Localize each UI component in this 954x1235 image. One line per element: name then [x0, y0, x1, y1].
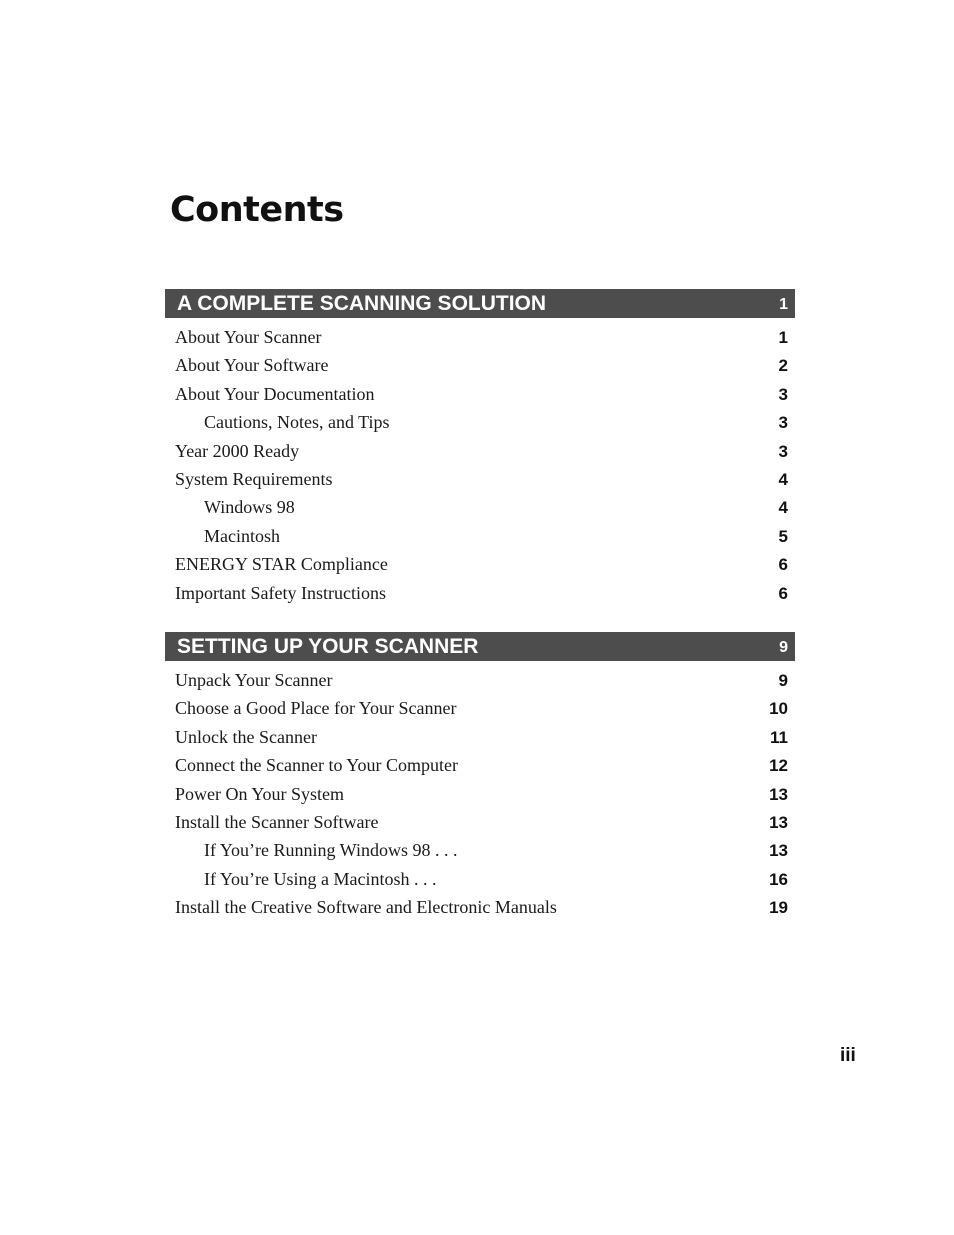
toc-entry-list	[165, 666, 795, 922]
toc-entry-page: 16	[769, 869, 788, 889]
toc-entry-page: 6	[778, 583, 788, 603]
toc-entry-label: Cautions, Notes, and Tips	[204, 412, 390, 433]
toc-entry-label: ENERGY STAR Compliance	[175, 554, 388, 575]
toc-entry-page: 3	[778, 441, 788, 461]
toc-entry[interactable]	[165, 550, 795, 578]
toc-entry-list	[165, 323, 795, 607]
toc-entry-page: 4	[778, 498, 788, 518]
toc-entry-label: Install the Scanner Software	[175, 811, 379, 832]
toc-entry-page: 4	[778, 469, 788, 489]
toc-entry-label: Macintosh	[204, 525, 280, 546]
toc-entry[interactable]	[165, 780, 795, 808]
toc-subentry[interactable]	[165, 493, 795, 521]
toc-entry-page: 1	[778, 328, 788, 347]
toc-subentry[interactable]	[165, 522, 795, 550]
toc-entry[interactable]	[165, 666, 795, 694]
toc-entry-label: Power On Your System	[175, 783, 345, 804]
toc-entry-label: About Your Documentation	[175, 383, 375, 404]
toc-entry-page: 12	[769, 756, 788, 776]
section-header[interactable]	[165, 632, 795, 661]
toc-entry-page: 11	[770, 727, 788, 747]
section-title: SETTING UP YOUR SCANNER	[177, 635, 479, 658]
toc-entry[interactable]	[165, 694, 795, 722]
toc-subentry[interactable]	[165, 836, 795, 864]
section-page-number: 1	[779, 296, 788, 313]
toc-entry[interactable]	[165, 751, 795, 779]
toc-subentry[interactable]	[165, 865, 795, 893]
toc-entry-page: 6	[778, 555, 788, 575]
toc-section-setting-up-your-scanner	[165, 632, 795, 922]
toc-entry[interactable]	[165, 579, 795, 607]
toc-entry-label: System Requirements	[175, 468, 333, 489]
page-number: iii	[840, 1045, 856, 1066]
toc-entry-label: About Your Software	[175, 355, 329, 376]
toc-entry[interactable]	[165, 465, 795, 493]
section-header[interactable]	[165, 289, 795, 318]
toc-entry-page: 10	[769, 699, 788, 719]
toc-entry[interactable]	[165, 808, 795, 836]
toc-entry-page: 9	[778, 671, 788, 690]
page-title: Contents	[170, 190, 344, 230]
toc-entry[interactable]	[165, 893, 795, 921]
toc-entry-page: 2	[778, 356, 788, 376]
toc-entry[interactable]	[165, 351, 795, 379]
section-title: A COMPLETE SCANNING SOLUTION	[177, 292, 547, 315]
toc-entry-label: Unpack Your Scanner	[175, 670, 333, 690]
toc-entry[interactable]	[165, 323, 795, 351]
toc-entry-page: 13	[769, 812, 788, 832]
toc-entry-label: If You’re Running Windows 98 . . .	[204, 840, 458, 861]
toc-entry-page: 5	[778, 526, 788, 546]
toc-entry[interactable]	[165, 437, 795, 465]
toc-entry-label: If You’re Using a Macintosh . . .	[204, 868, 437, 889]
toc-entry-label: Install the Creative Software and Electronic Manuals	[175, 897, 557, 918]
toc-entry[interactable]	[165, 380, 795, 408]
toc-entry-page: 13	[769, 784, 788, 804]
toc-entry-label: About Your Scanner	[175, 327, 322, 347]
toc-entry-label: Year 2000 Ready	[175, 440, 300, 461]
toc-entry-page: 3	[778, 413, 788, 433]
section-page-number: 9	[779, 639, 788, 656]
toc-entry-label: Windows 98	[204, 497, 295, 518]
toc-entry[interactable]	[165, 723, 795, 751]
toc-subentry[interactable]	[165, 408, 795, 436]
toc-entry-label: Choose a Good Place for Your Scanner	[175, 698, 457, 719]
toc-entry-page: 19	[769, 898, 788, 918]
toc-entry-label: Connect the Scanner to Your Computer	[175, 755, 458, 776]
toc-entry-page: 3	[778, 384, 788, 404]
toc-entry-label: Unlock the Scanner	[175, 726, 317, 747]
toc-entry-label: Important Safety Instructions	[175, 582, 386, 603]
toc-entry-page: 13	[769, 841, 788, 861]
toc-section-complete-scanning-solution	[165, 289, 795, 607]
